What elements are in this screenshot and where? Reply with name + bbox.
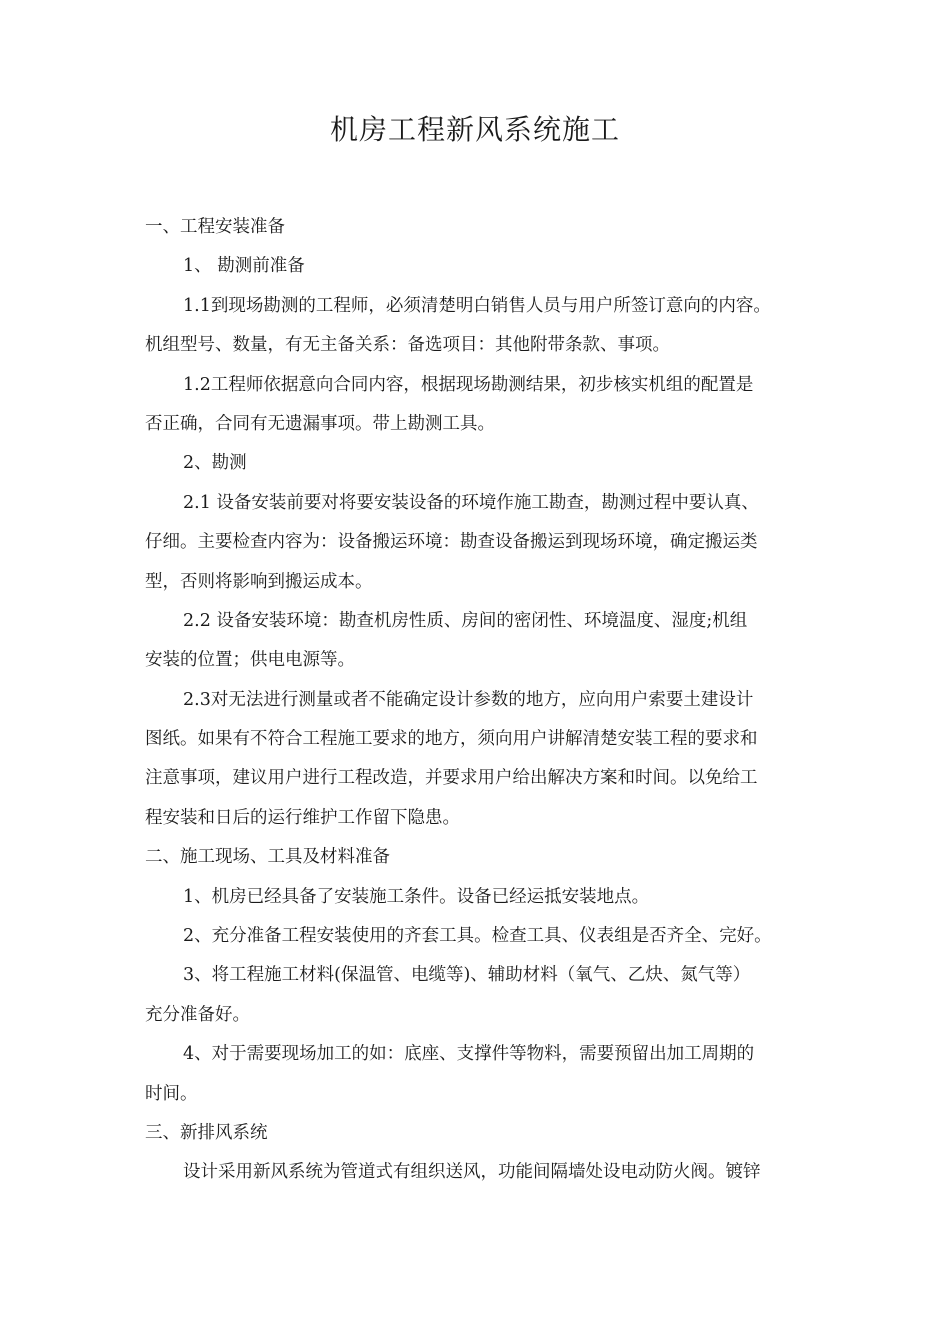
body-line: 型，否则将影响到搬运成本。 xyxy=(145,571,373,592)
body-line: 注意事项，建议用户进行工程改造，并要求用户给出解决方案和时间。以免给工 xyxy=(145,768,758,789)
body-line: 程安装和日后的运行维护工作留下隐患。 xyxy=(145,807,460,828)
body-line: 1、 勘测前准备 xyxy=(183,256,305,277)
body-line: 安装的位置；供电电源等。 xyxy=(145,650,355,671)
body-line: 3、将工程施工材料(保温管、电缆等)、辅助材料（氧气、乙炔、氮气等） xyxy=(183,965,751,986)
body-line: 一、工程安装准备 xyxy=(145,217,285,237)
document-body xyxy=(145,208,810,1193)
body-line: 2、充分准备工程安装使用的齐套工具。检查工具、仪表组是否齐全、完好。 xyxy=(183,926,772,947)
body-line: 三、新排风系统 xyxy=(145,1122,268,1143)
body-line: 充分准备好。 xyxy=(145,1004,250,1025)
document-title: 机房工程新风系统施工 xyxy=(329,113,620,146)
body-line: 1.1到现场勘测的工程师，必须清楚明白销售人员与用户所签订意向的内容。 xyxy=(183,295,771,316)
body-line: 1.2工程师依据意向合同内容，根据现场勘测结果，初步核实机组的配置是 xyxy=(183,374,754,395)
body-line: 2.2 设备安装环境：勘查机房性质、房间的密闭性、环境温度、湿度;机组 xyxy=(183,610,748,631)
body-line: 2.1 设备安装前要对将要安装设备的环境作施工勘查，勘测过程中要认真、 xyxy=(183,492,759,513)
body-line: 1、机房已经具备了安装施工条件。设备已经运抵安装地点。 xyxy=(183,886,650,907)
body-line: 图纸。如果有不符合工程施工要求的地方，须向用户讲解清楚安装工程的要求和 xyxy=(145,729,758,750)
body-line: 机组型号、数量，有无主备关系：备选项目：其他附带条款、事项。 xyxy=(145,335,670,356)
body-line: 4、对于需要现场加工的如：底座、支撑件等物料，需要预留出加工周期的 xyxy=(183,1044,755,1065)
body-line: 否正确，合同有无遗漏事项。带上勘测工具。 xyxy=(145,413,495,434)
body-line: 时间。 xyxy=(145,1083,198,1104)
body-line: 二、施工现场、工具及材料准备 xyxy=(145,847,390,868)
body-line: 2.3对无法进行测量或者不能确定设计参数的地方，应向用户索要土建设计 xyxy=(183,689,754,710)
body-line: 2、勘测 xyxy=(183,453,247,474)
body-line: 仔细。主要检查内容为：设备搬运环境：勘查设备搬运到现场环境，确定搬运类 xyxy=(145,532,758,553)
body-line: 设计采用新风系统为管道式有组织送风，功能间隔墙处设电动防火阀。镀锌 xyxy=(183,1162,761,1183)
